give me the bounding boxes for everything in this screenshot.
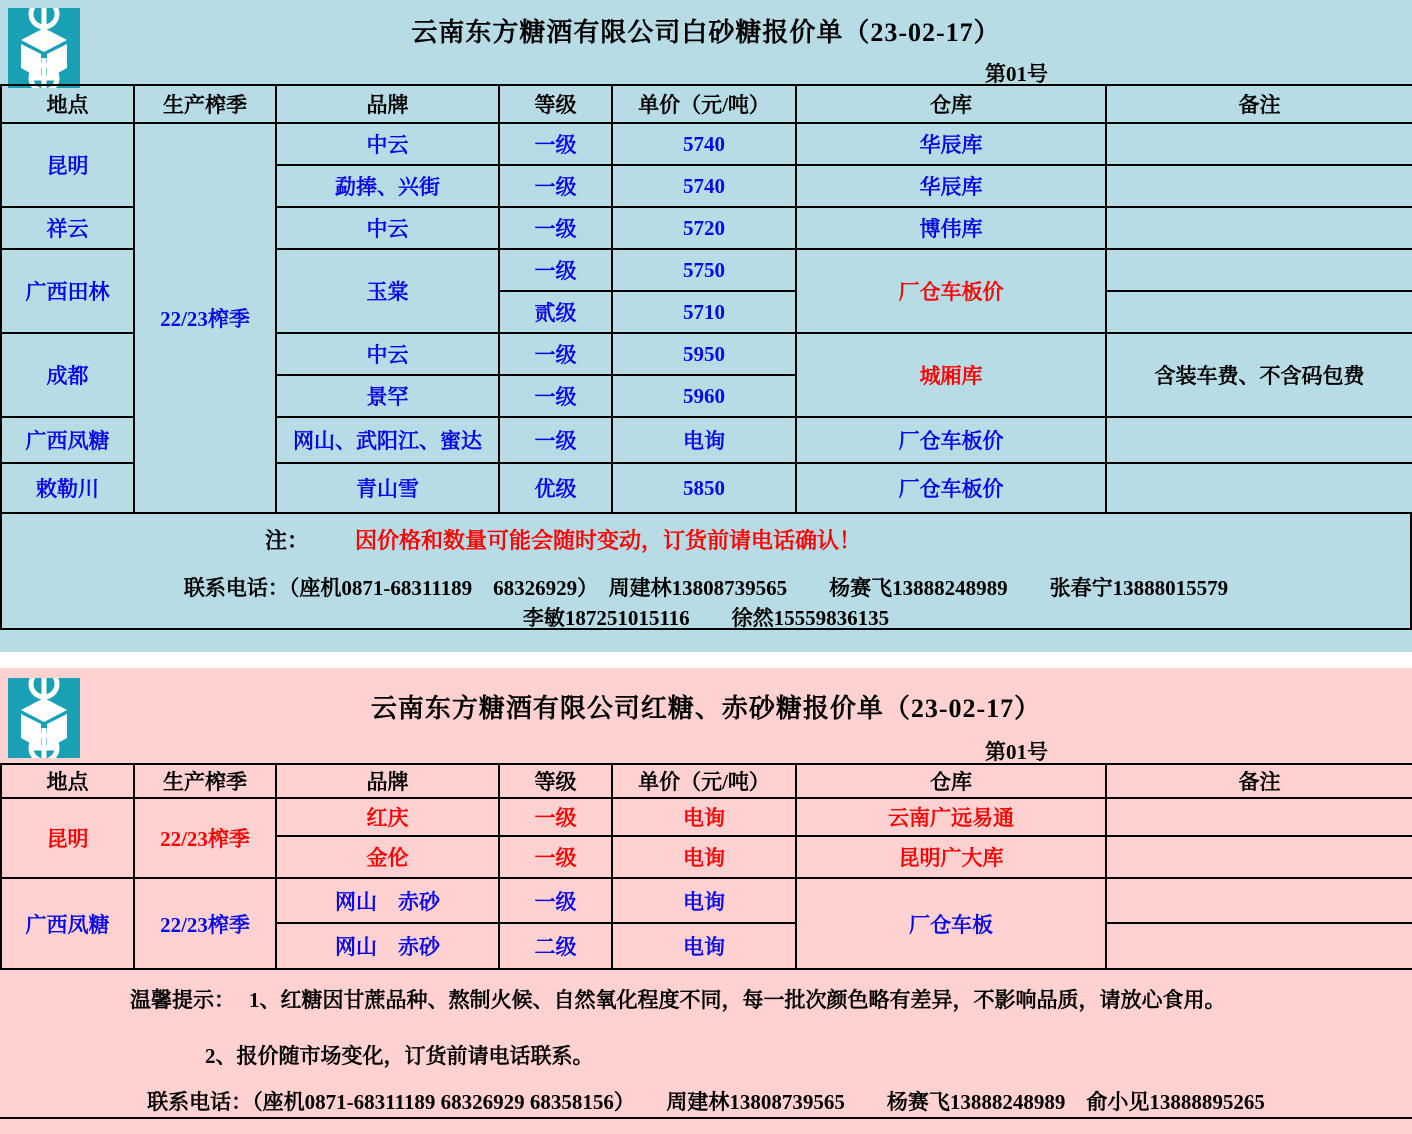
sheet-divider-gap xyxy=(0,652,1412,668)
cell-remark-empty xyxy=(1106,123,1412,165)
cell-price: 5740 xyxy=(612,123,796,165)
cell-grade: 贰级 xyxy=(499,291,612,333)
cell-remark-empty xyxy=(1106,417,1412,463)
cell-brand: 网山 赤砂 xyxy=(276,878,499,923)
cell-warehouse: 博伟库 xyxy=(796,207,1106,249)
warm-tip-line-1 xyxy=(130,984,1226,1014)
sheet1-title: 云南东方糖酒有限公司白砂糖报价单（23-02-17） xyxy=(411,18,1001,47)
col-header-season: 生产榨季 xyxy=(134,764,276,798)
cell-brand: 中云 xyxy=(276,123,499,165)
col-header-remark: 备注 xyxy=(1106,85,1412,123)
cell-location: 昆明 xyxy=(1,798,134,878)
cell-season: 22/23榨季 xyxy=(134,798,276,878)
col-header-price: 单价（元/吨） xyxy=(612,85,796,123)
cell-grade: 一级 xyxy=(499,798,612,836)
cell-remark-empty xyxy=(1106,207,1412,249)
sheet2-issue-number: 第01号 xyxy=(985,740,1048,764)
cell-price: 电询 xyxy=(612,836,796,878)
cell-price: 电询 xyxy=(612,923,796,969)
cell-remark-empty xyxy=(1106,463,1412,513)
cell-brand: 中云 xyxy=(276,333,499,375)
cell-grade: 一级 xyxy=(499,207,612,249)
cell-remark-empty xyxy=(1106,165,1412,207)
warm-tip-line-2: 2、报价随市场变化，订货前请电话联系。 xyxy=(205,1044,594,1068)
cell-warehouse: 云南广远易通 xyxy=(796,798,1106,836)
cell-warehouse: 华辰库 xyxy=(796,123,1106,165)
tip-1-text: 1、红糖因甘蔗品种、熬制火候、自然氧化程度不同，每一批次颜色略有差异，不影响品质，请放心食用。 xyxy=(249,988,1226,1012)
col-header-location: 地点 xyxy=(1,764,134,798)
cell-remark-empty xyxy=(1106,923,1412,969)
cell-location: 广西凤糖 xyxy=(1,417,134,463)
cell-price: 5750 xyxy=(612,249,796,291)
cell-season: 22/23榨季 xyxy=(134,878,276,969)
cell-price: 5850 xyxy=(612,463,796,513)
note-text: 因价格和数量可能会随时变动，订货前请电话确认！ xyxy=(355,528,862,553)
col-header-grade: 等级 xyxy=(499,85,612,123)
cell-grade: 一级 xyxy=(499,333,612,375)
cell-grade: 一级 xyxy=(499,123,612,165)
cell-location: 广西凤糖 xyxy=(1,878,134,969)
cell-location: 广西田林 xyxy=(1,249,134,333)
cell-remark-empty xyxy=(1106,878,1412,923)
cell-grade: 优级 xyxy=(499,463,612,513)
sheet2-title: 云南东方糖酒有限公司红糖、赤砂糖报价单（23-02-17） xyxy=(370,694,1042,723)
cell-remark-empty xyxy=(1106,798,1412,836)
sheet1-issue-number: 第01号 xyxy=(985,62,1048,86)
cell-brand: 红庆 xyxy=(276,798,499,836)
table-header-row xyxy=(1,764,1412,798)
brown-sugar-quote-sheet xyxy=(0,668,1412,1134)
col-header-brand: 品牌 xyxy=(276,85,499,123)
cell-brand: 勐捧、兴街 xyxy=(276,165,499,207)
cell-location: 敕勒川 xyxy=(1,463,134,513)
sheet2-contact-line: 联系电话：（座机0871-68311189 68326929 68358156） 周建林13808739565 杨赛飞13888248989 俞小见13888895265 xyxy=(147,1090,1265,1114)
table-row xyxy=(1,123,1412,165)
col-header-grade: 等级 xyxy=(499,764,612,798)
col-header-price: 单价（元/吨） xyxy=(612,764,796,798)
white-sugar-price-table xyxy=(0,84,1412,514)
cell-location: 成都 xyxy=(1,333,134,417)
cell-grade: 一级 xyxy=(499,249,612,291)
sheet1-contact-line-1: 联系电话：（座机0871-68311189 68326929） 周建林13808739565 杨赛飞13888248989 张春宁13888015579 xyxy=(183,576,1229,600)
col-header-warehouse: 仓库 xyxy=(796,85,1106,123)
sheet1-notes-region xyxy=(0,512,1412,630)
cell-price: 5950 xyxy=(612,333,796,375)
table-row xyxy=(1,798,1412,836)
cell-season: 22/23榨季 xyxy=(134,123,276,513)
cell-warehouse: 厂仓车板 xyxy=(796,878,1106,969)
sheet1-contact-line-2: 李敏187251015116 徐然15559836135 xyxy=(522,606,890,630)
cell-brand: 景罕 xyxy=(276,375,499,417)
cell-price: 5710 xyxy=(612,291,796,333)
cell-brand: 金伦 xyxy=(276,836,499,878)
note-label: 注： xyxy=(265,528,310,553)
col-header-warehouse: 仓库 xyxy=(796,764,1106,798)
cell-location: 祥云 xyxy=(1,207,134,249)
table-row xyxy=(1,878,1412,923)
cell-warehouse: 厂仓车板价 xyxy=(796,249,1106,333)
price-change-note xyxy=(265,524,861,555)
cell-grade: 一级 xyxy=(499,836,612,878)
cell-brand: 青山雪 xyxy=(276,463,499,513)
cell-grade: 一级 xyxy=(499,878,612,923)
brown-sugar-price-table xyxy=(0,763,1412,970)
cell-price: 5740 xyxy=(612,165,796,207)
cell-warehouse: 昆明广大库 xyxy=(796,836,1106,878)
cell-price: 电询 xyxy=(612,798,796,836)
cell-brand: 中云 xyxy=(276,207,499,249)
cell-remark-empty xyxy=(1106,836,1412,878)
cell-brand: 网山、武阳江、蜜达 xyxy=(276,417,499,463)
cell-warehouse: 厂仓车板价 xyxy=(796,417,1106,463)
cell-brand: 网山 赤砂 xyxy=(276,923,499,969)
cell-warehouse: 城厢库 xyxy=(796,333,1106,417)
col-header-season: 生产榨季 xyxy=(134,85,276,123)
cell-price: 5720 xyxy=(612,207,796,249)
col-header-brand: 品牌 xyxy=(276,764,499,798)
cell-grade: 一级 xyxy=(499,417,612,463)
cell-grade: 一级 xyxy=(499,375,612,417)
col-header-location: 地点 xyxy=(1,85,134,123)
cell-location: 昆明 xyxy=(1,123,134,207)
cell-grade: 二级 xyxy=(499,923,612,969)
tips-label: 温馨提示： xyxy=(130,988,235,1012)
cell-price: 5960 xyxy=(612,375,796,417)
cell-remark-empty xyxy=(1106,249,1412,291)
cell-remark: 含装车费、不含码包费 xyxy=(1106,333,1412,417)
cell-remark-empty xyxy=(1106,291,1412,333)
sheet2-bottom-rule xyxy=(0,1117,1412,1119)
cell-warehouse: 华辰库 xyxy=(796,165,1106,207)
cell-brand: 玉棠 xyxy=(276,249,499,333)
cell-warehouse: 厂仓车板价 xyxy=(796,463,1106,513)
cell-price: 电询 xyxy=(612,417,796,463)
cell-grade: 一级 xyxy=(499,165,612,207)
cell-price: 电询 xyxy=(612,878,796,923)
col-header-remark: 备注 xyxy=(1106,764,1412,798)
table-header-row xyxy=(1,85,1412,123)
